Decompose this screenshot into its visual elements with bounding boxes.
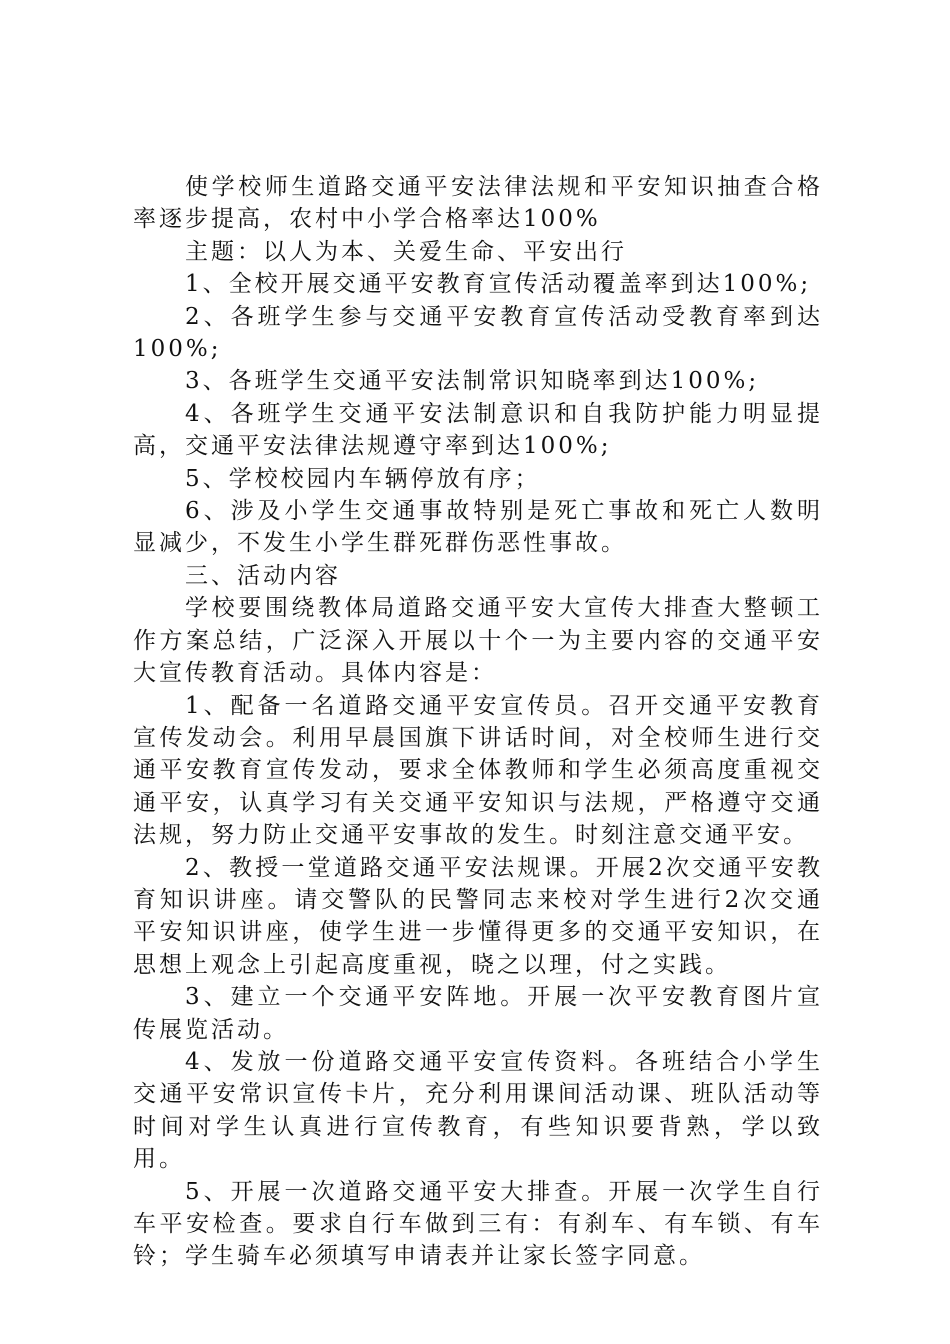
paragraph-activity-5: 5、开展一次道路交通平安大排查。开展一次学生自行车平安检查。要求自行车做到三有：有刹车、有车锁、有车铃；学生骑车必须填写申请表并让家长签字同意。 bbox=[133, 1178, 823, 1270]
paragraph-activity-1: 1、配备一名道路交通平安宣传员。召开交通平安教育宣传发动会。利用早晨国旗下讲话时间，对全校师生进行交通平安教育宣传发动，要求全体教师和学生必须高度重视交通平安，认真学习有关交通平安知识与法规，严格遵守交通法规，努力防止交通平安事故的发生。时刻注意交通平安。 bbox=[133, 692, 823, 849]
paragraph-goal-5: 5、学校校园内车辆停放有序； bbox=[185, 465, 541, 492]
paragraph-activities-intro: 学校要围绕教体局道路交通平安大宣传大排查大整顿工作方案总结，广泛深入开展以十个一为主要内容的交通平安大宣传教育活动。具体内容是： bbox=[133, 595, 823, 687]
paragraph-activity-2: 2、教授一堂道路交通平安法规课。开展2次交通平安教育知识讲座。请交警队的民警同志来校对学生进行2次交通平安知识讲座，使学生进一步懂得更多的交通平安知识，在思想上观念上引起高度重视，晓之以理，付之实践。 bbox=[133, 854, 823, 978]
paragraph-goal-6: 6、涉及小学生交通事故特别是死亡事故和死亡人数明显减少，不发生小学生群死群伤恶性事故。 bbox=[133, 498, 823, 557]
paragraph-goal-2: 2、各班学生参与交通平安教育宣传活动受教育率到达100%; bbox=[133, 303, 823, 363]
document-body bbox=[133, 171, 823, 1273]
section-heading-activities: 三、活动内容 bbox=[185, 562, 341, 589]
paragraph-goal-4: 4、各班学生交通平安法制意识和自我防护能力明显提高，交通平安法律法规遵守率到达100%; bbox=[133, 400, 823, 460]
paragraph-goal-3: 3、各班学生交通平安法制常识知晓率到达100%; bbox=[185, 368, 760, 395]
paragraph-activity-3: 3、建立一个交通平安阵地。开展一次平安教育图片宣传展览活动。 bbox=[133, 984, 823, 1043]
paragraph-activity-4: 4、发放一份道路交通平安宣传资料。各班结合小学生交通平安常识宣传卡片，充分利用课间活动课、班队活动等时间对学生认真进行宣传教育，有些知识要背熟，学以致用。 bbox=[133, 1048, 823, 1173]
paragraph-pass-rate: 使学校师生道路交通平安法律法规和平安知识抽查合格率逐步提高，农村中小学合格率达100% bbox=[133, 174, 823, 233]
paragraph-goal-1: 1、全校开展交通平安教育宣传活动覆盖率到达100%; bbox=[185, 271, 812, 298]
paragraph-theme: 主题：以人为本、关爱生命、平安出行 bbox=[185, 238, 627, 265]
